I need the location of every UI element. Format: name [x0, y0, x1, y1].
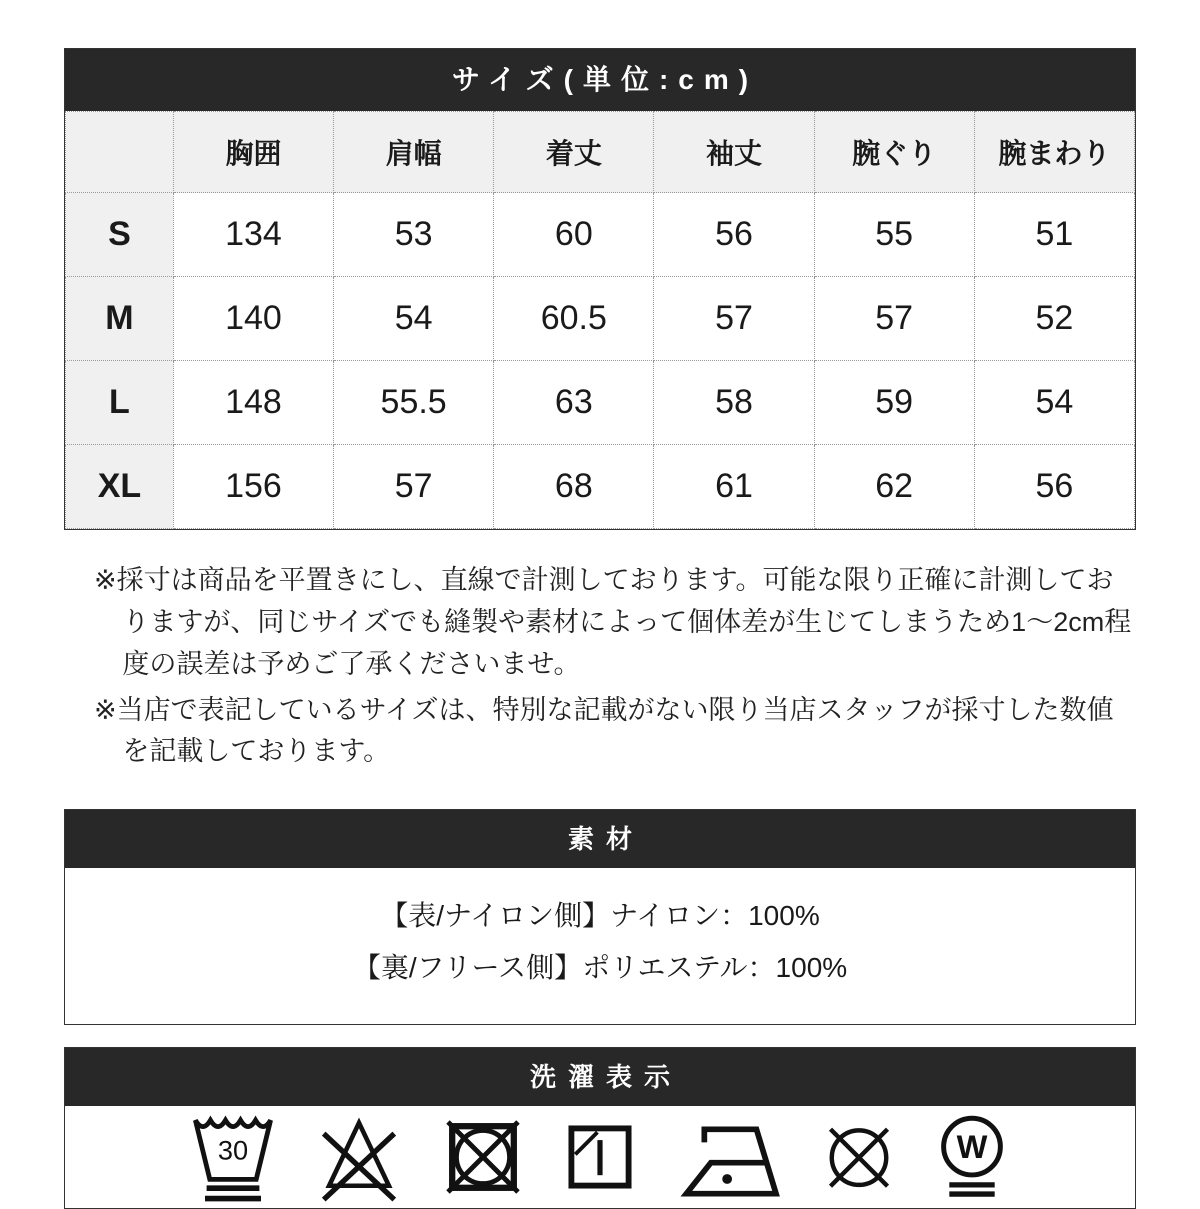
table-row-s — [66, 193, 1135, 277]
wash-30-very-gentle-icon — [189, 1109, 277, 1205]
cell-value: 134 — [173, 193, 333, 277]
size-label: XL — [66, 445, 174, 529]
laundry-care-section — [64, 1047, 1136, 1209]
do-not-tumble-dry-icon — [441, 1115, 525, 1199]
cell-value: 156 — [173, 445, 333, 529]
material-line-lining: 【裏/フリース側】ポリエステル：100% — [352, 952, 848, 984]
hang-dry-shade-icon — [561, 1118, 639, 1196]
cell-value: 140 — [173, 277, 333, 361]
size-label: M — [66, 277, 174, 361]
table-row-xl — [66, 445, 1135, 529]
care-symbols-row — [65, 1106, 1135, 1208]
cell-value: 62 — [814, 445, 974, 529]
cell-value: 58 — [654, 361, 814, 445]
cell-value: 59 — [814, 361, 974, 445]
size-chart-section — [64, 48, 1136, 530]
cell-value: 56 — [654, 193, 814, 277]
cell-value: 55.5 — [334, 361, 494, 445]
size-label: S — [66, 193, 174, 277]
cell-value: 148 — [173, 361, 333, 445]
material-section — [64, 809, 1136, 1025]
cell-value: 63 — [494, 361, 654, 445]
cell-value: 52 — [974, 277, 1134, 361]
svg-text:30: 30 — [217, 1134, 249, 1166]
cell-value: 57 — [334, 445, 494, 529]
note-staff-measured: ※当店で表記しているサイズは、特別な記載がない限り当店スタッフが採寸した数値を記載しております。 — [94, 694, 1114, 767]
cell-value: 53 — [334, 193, 494, 277]
note-measurement-accuracy: ※採寸は商品を平置きにし、直線で計測しております。可能な限り正確に計測しておりますが、同じサイズでも縫製や素材によって個体差が生じてしまうため1〜2cm程度の誤差は予めご了承くださいませ。 — [94, 565, 1132, 679]
material-line-outer: 【表/ナイロン側】ナイロン：100% — [380, 900, 820, 932]
measurement-notes — [94, 560, 1136, 773]
iron-low-heat-icon — [675, 1112, 785, 1202]
table-row-m — [66, 277, 1135, 361]
cell-value: 60.5 — [494, 277, 654, 361]
column-header-shoulder: 肩幅 — [334, 112, 494, 193]
svg-text:W: W — [956, 1128, 988, 1166]
column-header-chest: 胸囲 — [173, 112, 333, 193]
size-table-corner-cell — [66, 112, 174, 193]
cell-value: 51 — [974, 193, 1134, 277]
cell-value: 61 — [654, 445, 814, 529]
size-table — [65, 111, 1135, 529]
column-header-armhole: 腕ぐり — [814, 112, 974, 193]
table-row-l — [66, 361, 1135, 445]
column-header-sleeve: 袖丈 — [654, 112, 814, 193]
cell-value: 54 — [334, 277, 494, 361]
size-chart-title: サイズ(単位:cm) — [65, 49, 1135, 111]
wet-clean-very-gentle-icon — [933, 1111, 1011, 1202]
cell-value: 55 — [814, 193, 974, 277]
do-not-dry-clean-icon — [821, 1119, 897, 1195]
column-header-arm-width: 腕まわり — [974, 112, 1134, 193]
material-composition — [65, 868, 1135, 1024]
cell-value: 68 — [494, 445, 654, 529]
size-label: L — [66, 361, 174, 445]
laundry-care-title: 洗濯表示 — [65, 1048, 1135, 1106]
size-table-header-row — [66, 112, 1135, 193]
cell-value: 56 — [974, 445, 1134, 529]
cell-value: 57 — [814, 277, 974, 361]
cell-value: 54 — [974, 361, 1134, 445]
material-title: 素材 — [65, 810, 1135, 868]
cell-value: 60 — [494, 193, 654, 277]
do-not-bleach-icon — [313, 1109, 405, 1205]
cell-value: 57 — [654, 277, 814, 361]
column-header-length: 着丈 — [494, 112, 654, 193]
